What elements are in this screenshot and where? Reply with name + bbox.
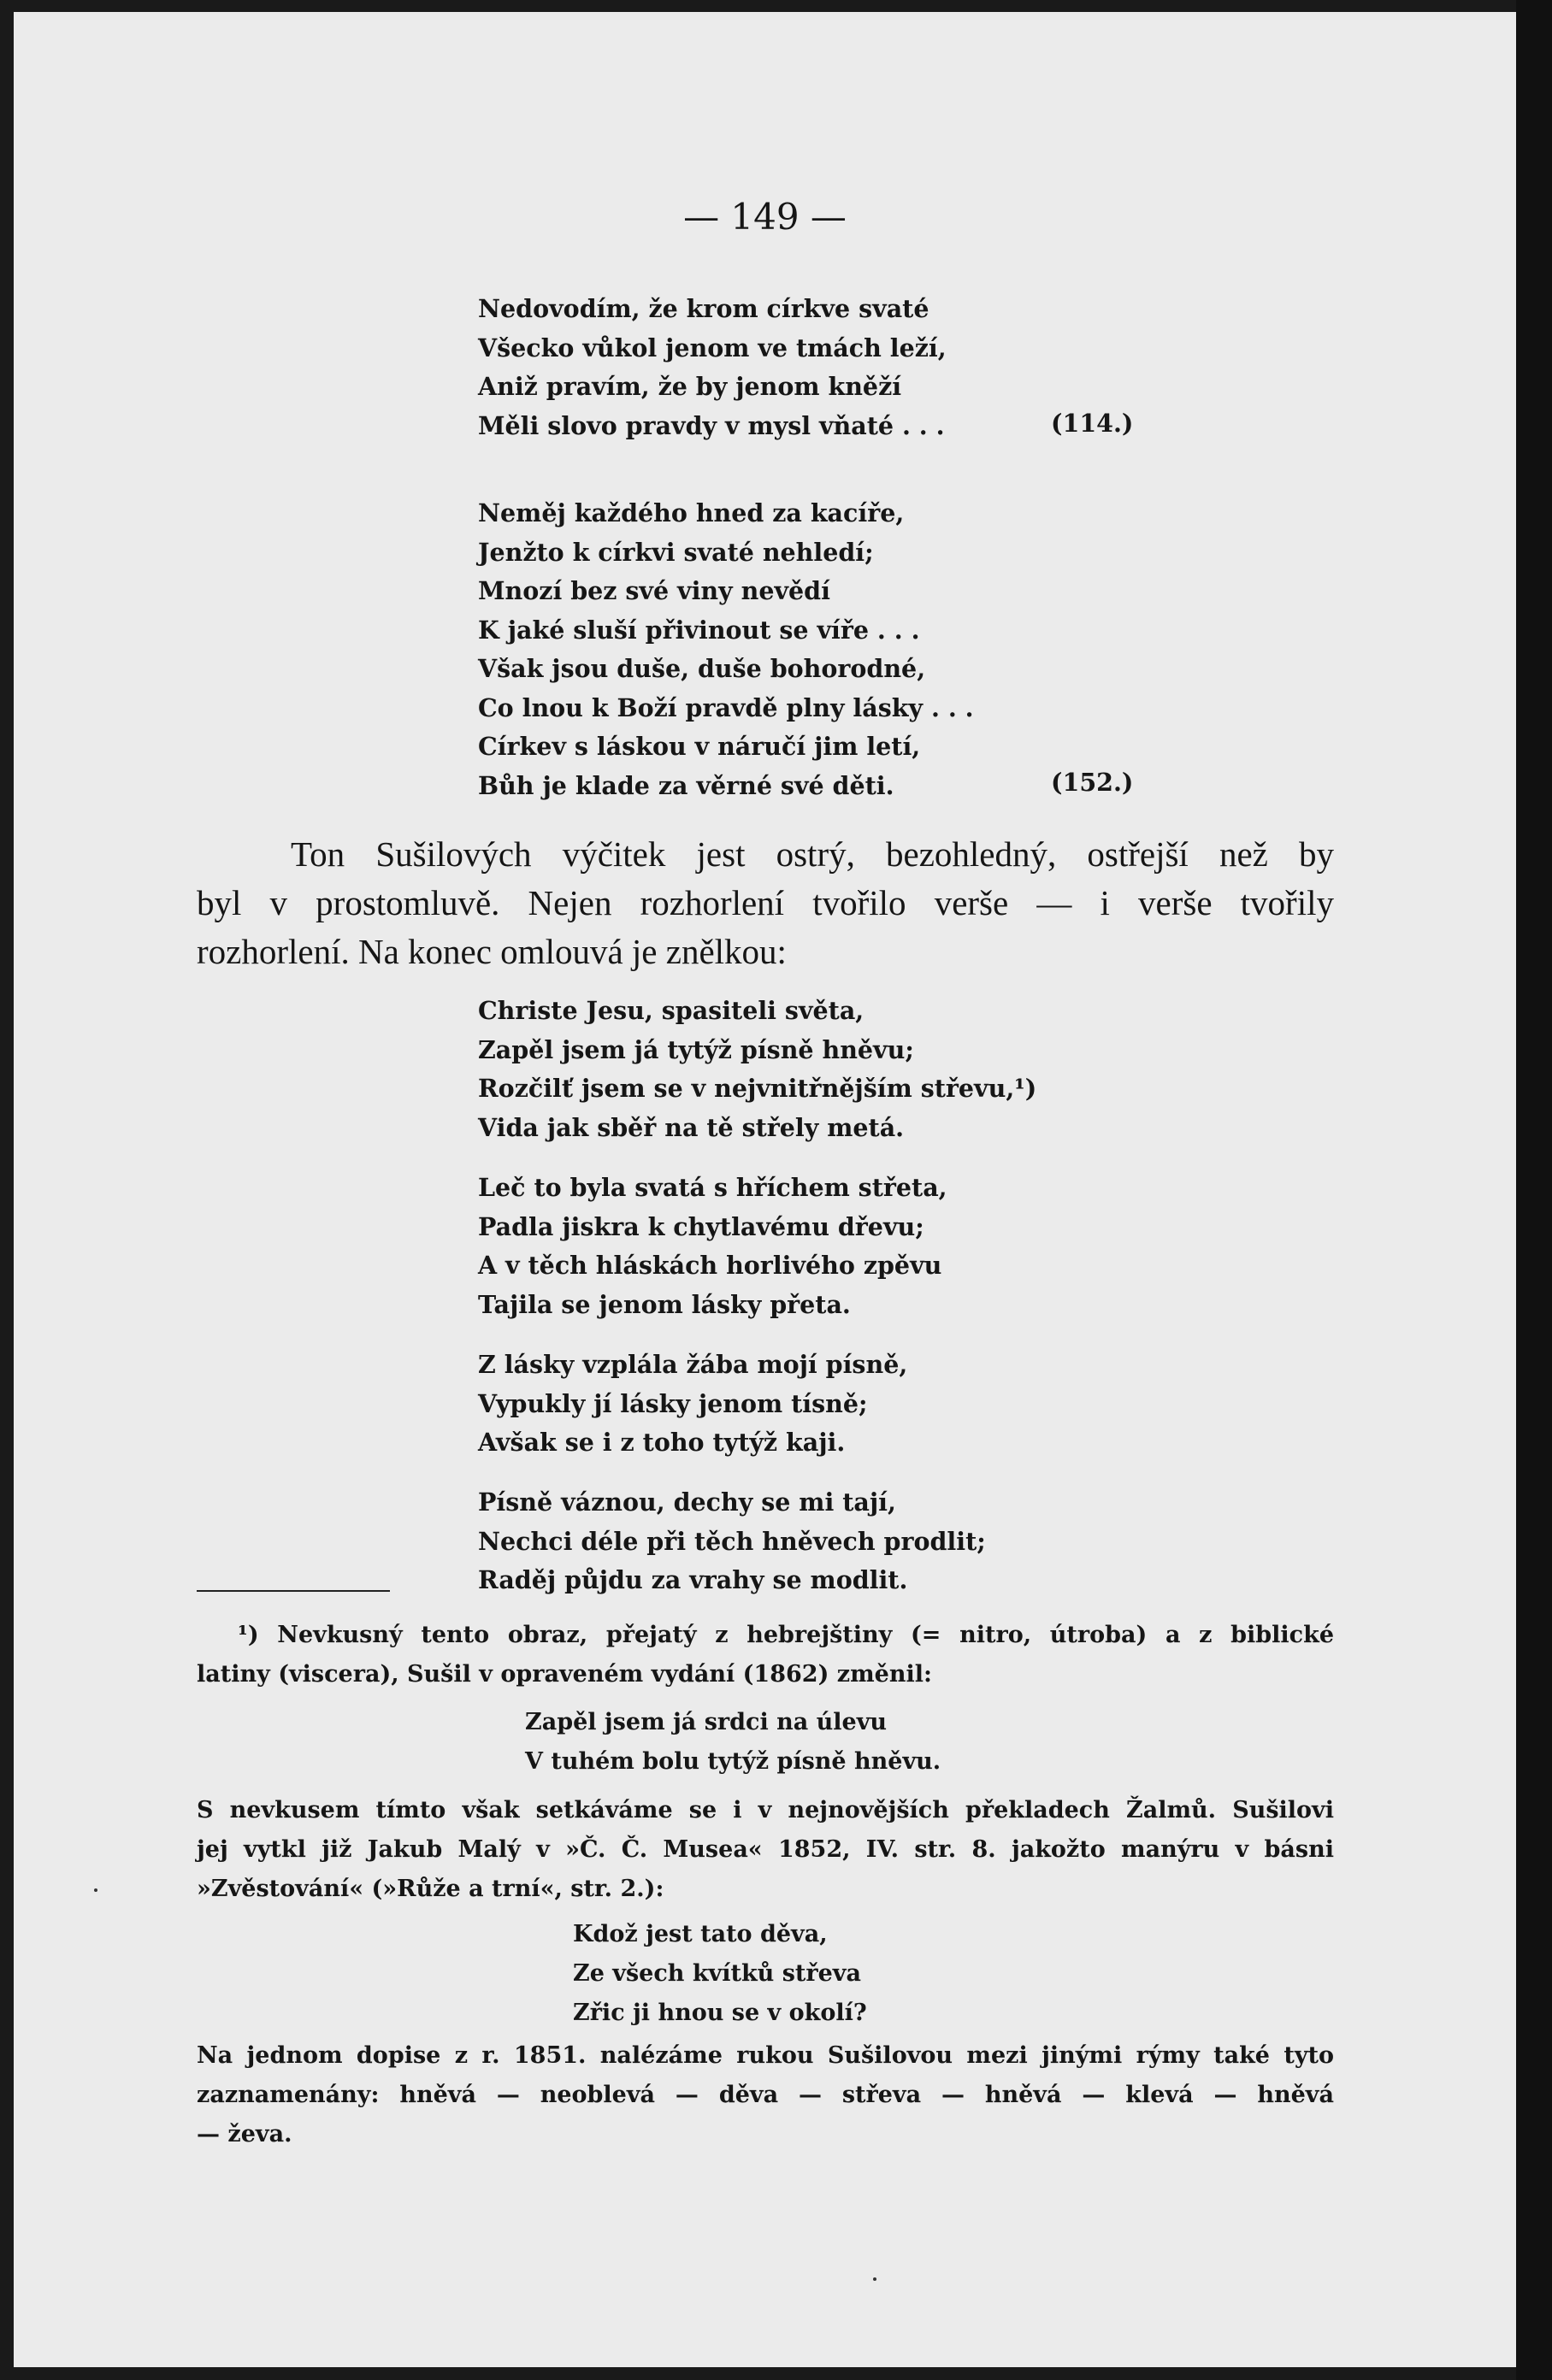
sonnet-tercet-2 [478,1483,986,1600]
sonnet-line: Písně váznou, dechy se mi tají, [478,1488,896,1517]
footnote-quote [525,1703,941,1782]
scan-border [1516,0,1552,2380]
footnote-paragraph [197,1616,1334,1694]
poem-line: Církev s láskou v náručí jim letí, [478,732,921,761]
verse-reference: (152.) [1051,768,1134,797]
sonnet-line: Avšak se i z toho tytýž kaji. [478,1428,846,1457]
sonnet-tercet-1 [478,1346,907,1463]
poem-line: Bůh je klade za věrné své děti. [478,770,894,800]
poem-line: Všecko vůkol jenom ve tmách leží, [478,333,947,362]
print-speck [873,2277,876,2281]
footnote-line: zaznamenány: hněvá — neoblevá — děva — střeva — hněvá — klevá — hněvá [197,2082,1334,2108]
quote-line: Zapěl jsem já srdci na úlevu [525,1709,888,1735]
poem-stanza-152 [478,494,974,805]
poem-line: Mnozí bez své viny nevědí [478,576,830,605]
quote-line: Ze všech kvítků střeva [573,1960,861,1987]
sonnet-line: Vida jak sběř na tě střely metá. [478,1112,905,1142]
poem-line: Neměj každého hned za kacíře, [478,498,905,527]
footnote-paragraph [197,2036,1334,2154]
quote-line: V tuhém bolu tytýž písně hněvu. [525,1748,941,1775]
sonnet-line: Leč to byla svatá s hříchem střeta, [478,1173,947,1202]
poem-line: Co lnou k Boží pravdě plny lásky . . . [478,692,974,722]
sonnet-line: Padla jiskra k chytlavému dřevu; [478,1211,924,1241]
poem-line: Však jsou duše, duše bohorodné, [478,654,926,683]
poem-line: Nedovodím, že krom církve svaté [478,294,929,323]
sonnet-line: Christe Jesu, spasiteli světa, [478,996,865,1025]
poem-stanza-114 [478,290,947,445]
poem-line: K jaké sluší přivinout se víře . . . [478,615,920,645]
body-paragraph [197,830,1334,976]
paper-sheet [14,12,1516,2367]
sonnet-line: Z lásky vzplála žába mojí písně, [478,1350,908,1379]
quote-line: Zřic ji hnou se v okolí? [573,2000,867,2026]
sonnet-quatrain-2 [478,1169,947,1324]
poem-line: Jenžto k církvi svaté nehledí; [478,537,874,567]
poem-line: Měli slovo pravdy v mysl vňaté . . . [478,410,945,440]
paragraph-line: rozhorlení. Na konec omlouvá je znělkou: [197,932,787,971]
footnote-quote [573,1915,867,2033]
sonnet-line: Rozčilť jsem se v nejvnitřnějším střevu,¹) [478,1074,1037,1103]
footnote-line: jej vytkl již Jakub Malý v »Č. Č. Musea« 1852, IV. str. 8. jakožto manýru v básni [197,1836,1334,1863]
sonnet-line: Vypukly jí lásky jenom tísně; [478,1388,868,1418]
footnote-line: — ževa. [197,2121,292,2147]
page-number: — 149 — [683,196,847,238]
footnote-line: Na jednom dopise z r. 1851. nalézáme rukou Sušilovou mezi jinými rýmy také tyto [197,2042,1334,2069]
footnote-line: S nevkusem tímto však setkáváme se i v nejnovějších překladech Žalmů. Sušilovi [197,1797,1334,1823]
sonnet-line: Tajila se jenom lásky přeta. [478,1289,851,1319]
quote-line: Kdož jest tato děva, [573,1921,828,1947]
poem-line: Aniž pravím, že by jenom kněží [478,372,902,401]
sonnet-line: Nechci déle při těch hněvech prodlit; [478,1526,986,1556]
sonnet-line: A v těch hláskách horlivého zpěvu [478,1251,942,1280]
sonnet-line: Zapěl jsem já tytýž písně hněvu; [478,1034,914,1064]
footnote-line: latiny (viscera), Sušil v opraveném vydání (1862) změnil: [197,1661,932,1688]
sonnet-line: Raděj půjdu za vrahy se modlit. [478,1565,908,1594]
paragraph-line: Ton Sušilových výčitek jest ostrý, bezohledný, ostřejší než by [291,834,1334,874]
paragraph-line: byl v prostomluvě. Nejen rozhorlení tvořilo verše — i verše tvořily [197,883,1334,922]
footnote-line: »Zvěstování« (»Růže a trní«, str. 2.): [197,1876,664,1902]
verse-reference: (114.) [1051,409,1134,438]
print-speck [94,1888,97,1892]
footnote-paragraph [197,1791,1334,1909]
sonnet-quatrain-1 [478,992,1036,1147]
footnote-line: ¹) Nevkusný tento obraz, přejatý z hebrejštiny (= nitro, útroba) a z biblické [238,1622,1334,1648]
footnote-rule [197,1590,390,1592]
